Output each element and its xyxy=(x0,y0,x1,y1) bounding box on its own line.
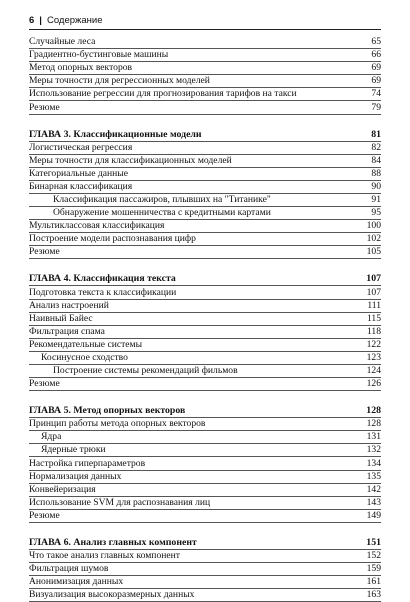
toc-entry-page: 161 xyxy=(366,576,381,588)
toc-entry xyxy=(29,550,381,563)
toc-entry-page: 163 xyxy=(366,589,381,601)
toc-entry xyxy=(29,49,381,62)
toc-entry-page: 102 xyxy=(366,233,381,245)
toc-entry-page: 118 xyxy=(366,325,381,337)
toc-entry xyxy=(29,246,381,259)
toc-entry xyxy=(29,168,381,181)
toc-entry xyxy=(29,62,381,75)
toc-entry-title: Резюме xyxy=(29,378,60,390)
toc-entry-page: 69 xyxy=(371,62,381,74)
toc-entry-page: 81 xyxy=(371,128,381,140)
section-gap xyxy=(29,259,381,272)
toc-entry-title: Визуализация высокоразмерных данных xyxy=(29,589,195,601)
toc-entry xyxy=(29,207,381,220)
toc-entry-page: 84 xyxy=(371,154,381,166)
toc-entry-page: 143 xyxy=(366,496,381,508)
toc-entry-title: Конвейеризация xyxy=(29,483,96,495)
toc-entry-title: Анонимизация данных xyxy=(29,576,124,588)
toc-entry xyxy=(29,220,381,233)
toc-entry-page: 91 xyxy=(371,194,381,206)
toc-entry-page: 107 xyxy=(366,286,381,298)
toc-entry-title: Что такое анализ главных компонент xyxy=(29,550,180,561)
toc-entry-title: Логистическая регрессия xyxy=(29,141,133,153)
toc-entry xyxy=(29,233,381,246)
toc-chapter-entry xyxy=(29,404,381,418)
toc-entry-title: Построение системы рекомендаций фильмов xyxy=(53,365,238,377)
toc-entry-title: Метод опорных векторов xyxy=(29,62,133,74)
toc-entry-page: 105 xyxy=(366,246,381,258)
toc-entry-page: 142 xyxy=(366,483,381,495)
toc-entry-title: Обнаружение мошенничества с кредитными картами xyxy=(53,207,271,219)
toc-entry xyxy=(29,286,381,299)
toc-entry xyxy=(29,142,381,155)
toc-entry-title: ГЛАВА 3. Классификационные модели xyxy=(29,128,202,140)
toc-entry-page: 124 xyxy=(366,365,381,377)
toc-entry-title: Классификация пассажиров, плывших на "Титанике" xyxy=(53,194,271,206)
toc-entry-title: Подготовка текста к классификации xyxy=(29,286,177,298)
toc-entry-title: Ядра xyxy=(41,431,62,443)
toc-entry-title: Резюме xyxy=(29,509,60,521)
toc-entry xyxy=(29,326,381,339)
toc-entry-title: Наивный Байес xyxy=(29,312,93,324)
toc-entry-title: ГЛАВА 5. Метод опорных векторов xyxy=(29,405,186,417)
toc-entry-title: Фильтрация спама xyxy=(29,325,105,337)
toc-entry-page: 115 xyxy=(366,312,381,324)
toc-entry-title: Меры точности для регрессионных моделей xyxy=(29,75,210,87)
toc-entry xyxy=(29,576,381,589)
toc-entry xyxy=(29,181,381,194)
toc-entry-page: 79 xyxy=(371,101,381,113)
running-header xyxy=(29,13,381,28)
toc-entry-page: 149 xyxy=(366,509,381,521)
toc-entry-page: 74 xyxy=(371,88,381,100)
toc-entry xyxy=(29,339,381,352)
toc-entry-page: 100 xyxy=(366,220,381,232)
toc-entry-title: Анализ настроений xyxy=(29,299,109,311)
section-gap xyxy=(29,391,381,404)
section-gap xyxy=(29,523,381,536)
toc-entry xyxy=(29,352,381,365)
toc-entry xyxy=(29,365,381,378)
toc-entry-page: 122 xyxy=(366,338,381,350)
toc-entry-title: Фильтрация шумов xyxy=(29,563,109,575)
toc-entry xyxy=(29,589,381,602)
toc-entry xyxy=(29,101,381,114)
toc-entry-page: 131 xyxy=(366,431,381,443)
toc-entry xyxy=(29,378,381,391)
toc-entry xyxy=(29,484,381,497)
toc-entry-page: 66 xyxy=(371,49,381,61)
toc-entry-title: Ядерные трюки xyxy=(41,444,106,456)
toc-entry-page: 152 xyxy=(366,550,381,561)
toc-entry xyxy=(29,497,381,510)
toc-chapter-entry xyxy=(29,272,381,286)
toc-entry-title: Использование регрессии для прогнозирования тарифов на такси xyxy=(29,88,297,100)
toc-entry xyxy=(29,563,381,576)
toc-entry-title: Использование SVM для распознавания лиц xyxy=(29,496,211,508)
toc-entry-title: Бинарная классификация xyxy=(29,180,133,192)
toc-entry-title: Нормализация данных xyxy=(29,470,122,482)
toc-entry xyxy=(29,36,381,49)
toc-entry-page: 123 xyxy=(366,351,381,363)
toc-entry-title: ГЛАВА 4. Классификация текста xyxy=(29,273,176,285)
toc-entry-title: Резюме xyxy=(29,246,60,258)
toc-entry xyxy=(29,313,381,326)
toc-entry xyxy=(29,155,381,168)
toc-entry-page: 82 xyxy=(371,141,381,153)
toc-entry-page: 128 xyxy=(366,405,381,417)
toc-chapter-entry xyxy=(29,128,381,142)
toc-entry xyxy=(29,194,381,207)
page-number: 6 xyxy=(29,15,35,26)
toc-entry-title: Настройка гиперпараметров xyxy=(29,457,146,469)
toc-entry xyxy=(29,75,381,88)
toc-entry-title: Косинусное сходство xyxy=(41,351,128,363)
toc-entry-title: Градиентно-бустинговые машины xyxy=(29,49,169,61)
toc-entry-page: 88 xyxy=(371,167,381,179)
toc-entry-page: 107 xyxy=(366,273,381,285)
toc-entry-page: 126 xyxy=(366,378,381,390)
header-rule xyxy=(29,29,381,30)
toc-entry xyxy=(29,300,381,313)
toc-entry-title: Случайные леса xyxy=(29,36,96,48)
toc-entry-title: Мультиклассовая классификация xyxy=(29,220,165,232)
toc-chapter-entry xyxy=(29,536,381,550)
toc-entry-page: 128 xyxy=(366,418,381,430)
toc-entry-title: Категориальные данные xyxy=(29,167,129,179)
toc-entry xyxy=(29,444,381,457)
toc-entry-title: ГЛАВА 6. Анализ главных компонент xyxy=(29,536,197,548)
toc-entry-page: 135 xyxy=(366,470,381,482)
toc-entry-title: Меры точности для классификационных моделей xyxy=(29,154,232,166)
toc-entry-page: 65 xyxy=(371,36,381,48)
toc-entry-page: 111 xyxy=(367,299,381,311)
toc-entry-page: 134 xyxy=(366,457,381,469)
toc-entry-page: 132 xyxy=(366,444,381,456)
toc-entry-title: Рекомендательные системы xyxy=(29,338,143,350)
toc-entry-page: 90 xyxy=(371,180,381,192)
toc-entry xyxy=(29,510,381,523)
header-separator: | xyxy=(39,15,42,26)
toc-entry xyxy=(29,88,381,101)
section-gap xyxy=(29,115,381,128)
table-of-contents xyxy=(29,36,381,602)
toc-entry xyxy=(29,471,381,484)
toc-entry-title: Построение модели распознавания цифр xyxy=(29,233,196,245)
header-title: Содержание xyxy=(46,15,103,26)
toc-entry-page: 151 xyxy=(366,536,381,548)
toc-entry-page: 95 xyxy=(371,207,381,219)
toc-entry-title: Резюме xyxy=(29,101,60,113)
toc-entry xyxy=(29,418,381,431)
toc-entry-page: 159 xyxy=(366,563,381,575)
toc-entry-page: 69 xyxy=(371,75,381,87)
toc-entry xyxy=(29,457,381,470)
toc-entry-title: Принцип работы метода опорных векторов xyxy=(29,418,206,430)
toc-entry xyxy=(29,431,381,444)
